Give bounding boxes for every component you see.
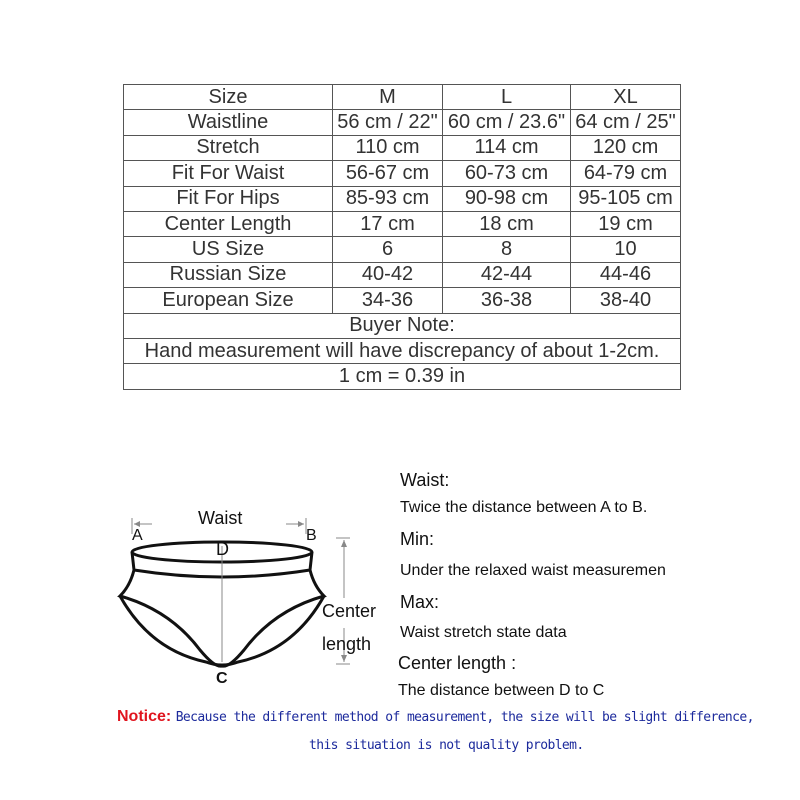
conversion-cell: 1 cm = 0.39 in	[124, 364, 681, 389]
row-label-cell: US Size	[124, 237, 333, 262]
header-m: M	[333, 85, 443, 110]
min-note-title: Min:	[400, 529, 435, 549]
center-note-text: The distance between D to C	[398, 682, 605, 699]
size-value-cell: 56 cm / 22"	[333, 110, 443, 135]
table-row	[124, 186, 681, 211]
notice-text-line2: this situation is not quality problem.	[309, 738, 584, 753]
size-value-cell: 95-105 cm	[571, 186, 681, 211]
notice-text-line1: Because the different method of measurement, the size will be slight difference,	[175, 710, 754, 725]
table-row	[124, 161, 681, 186]
table-row	[124, 338, 681, 363]
panty-outline-icon	[110, 500, 400, 700]
max-note-text: Waist stretch state data	[400, 624, 567, 641]
size-value-cell: 40-42	[333, 262, 443, 287]
table-row	[124, 110, 681, 135]
waist-label: Waist	[198, 508, 243, 528]
size-value-cell: 60-73 cm	[443, 161, 571, 186]
size-value-cell: 18 cm	[443, 211, 571, 236]
size-value-cell: 19 cm	[571, 211, 681, 236]
size-value-cell: 36-38	[443, 288, 571, 313]
size-value-cell: 10	[571, 237, 681, 262]
table-row	[124, 288, 681, 313]
table-row	[124, 262, 681, 287]
size-value-cell: 85-93 cm	[333, 186, 443, 211]
point-a-label: A	[132, 527, 143, 544]
row-label-cell: Stretch	[124, 135, 333, 160]
row-label-cell: Center Length	[124, 211, 333, 236]
center-label-line2: length	[322, 634, 372, 654]
size-value-cell: 8	[443, 237, 571, 262]
row-label-cell: European Size	[124, 288, 333, 313]
table-row	[124, 364, 681, 389]
table-row	[124, 135, 681, 160]
point-d-label: D	[216, 539, 229, 559]
measurement-notes	[398, 466, 700, 706]
size-value-cell: 110 cm	[333, 135, 443, 160]
table-row	[124, 211, 681, 236]
table-row	[124, 313, 681, 338]
size-value-cell: 114 cm	[443, 135, 571, 160]
size-value-cell: 42-44	[443, 262, 571, 287]
size-value-cell: 56-67 cm	[333, 161, 443, 186]
size-value-cell: 38-40	[571, 288, 681, 313]
size-value-cell: 34-36	[333, 288, 443, 313]
max-note-title: Max:	[400, 592, 440, 612]
size-value-cell: 6	[333, 237, 443, 262]
size-value-cell: 17 cm	[333, 211, 443, 236]
size-value-cell: 120 cm	[571, 135, 681, 160]
min-note-text: Under the relaxed waist measuremen	[400, 562, 666, 579]
point-c-label: C	[216, 670, 228, 687]
size-value-cell: 60 cm / 23.6"	[443, 110, 571, 135]
header-xl: XL	[571, 85, 681, 110]
header-size: Size	[124, 85, 333, 110]
row-label-cell: Fit For Hips	[124, 186, 333, 211]
measurement-note-cell: Hand measurement will have discrepancy of about 1-2cm.	[124, 338, 681, 363]
table-header-row	[124, 85, 681, 110]
table-row	[124, 237, 681, 262]
point-b-label: B	[306, 527, 317, 544]
size-value-cell: 44-46	[571, 262, 681, 287]
header-l: L	[443, 85, 571, 110]
center-label-line1: Center	[322, 601, 377, 621]
center-note-title: Center length :	[398, 653, 517, 673]
size-chart-table	[123, 84, 681, 390]
notice-line	[117, 708, 754, 726]
size-value-cell: 90-98 cm	[443, 186, 571, 211]
waist-note-text: Twice the distance between A to B.	[400, 499, 648, 516]
row-label-cell: Russian Size	[124, 262, 333, 287]
notice-label: Notice:	[117, 708, 172, 725]
buyer-note-cell: Buyer Note:	[124, 313, 681, 338]
waist-note-title: Waist:	[400, 470, 450, 490]
panty-diagram	[110, 500, 400, 700]
row-label-cell: Fit For Waist	[124, 161, 333, 186]
size-value-cell: 64 cm / 25"	[571, 110, 681, 135]
row-label-cell: Waistline	[124, 110, 333, 135]
size-value-cell: 64-79 cm	[571, 161, 681, 186]
